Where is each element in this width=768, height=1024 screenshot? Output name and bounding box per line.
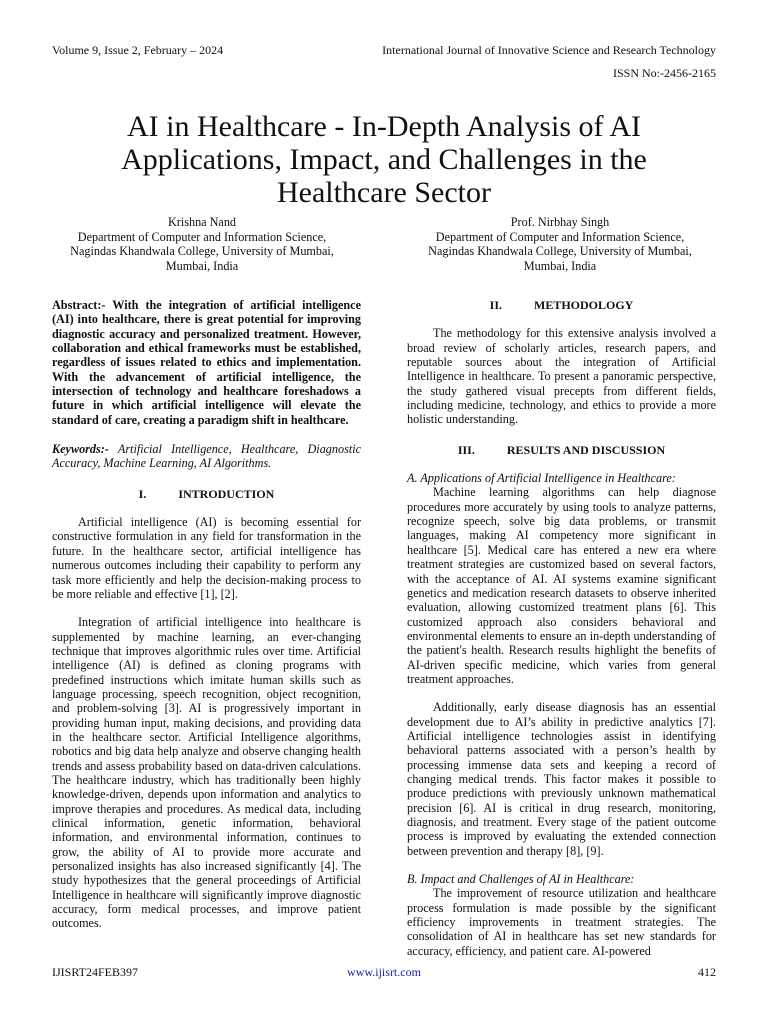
keywords-label: Keywords:- <box>52 442 109 457</box>
paper-id: IJISRT24FEB397 <box>52 965 138 979</box>
impact-paragraph: The improvement of resource utilization and healthcare process formulation is made possible by the significant efficiency improvements in treatment strategies. The consolidation of AI in healthcare has set new standards for accuracy, efficiency, and patient care. AI-powered <box>407 886 716 958</box>
results-paragraph: Machine learning algorithms can help diagnose procedures more accurately by using tools to analyze patterns, recognize speech, solve big data problems, or transmit languages, making AI competency more significant in healthcare [5]. Medical care has entered a new era where treatment strategies are customized based on several factors, with the acceptance of AI. AI systems examine significant genetics and medication research datasets to observe inherited evaluation, allowing customized treatment plans [6]. This customized approach also considers behavioral and environmental elements to ensure an in-depth understanding of the patient's health. Research results highlight the benefits of AI-driven specific medicine, which varies from general treatment approaches. <box>407 485 716 686</box>
intro-paragraph: Artificial intelligence (AI) is becoming essential for constructive formulation in any field for transformation in the future. In the healthcare sector, artificial intelligence has numerous outcomes including their capability to perform any task more efficiently and help the decision-making process to be more reliable and effective [1], [2]. <box>52 515 361 601</box>
paper-title: AI in Healthcare - In-Depth Analysis of AI Applications, Impact, and Challenges in the Healthcare Sector <box>121 110 647 210</box>
methodology-paragraph: The methodology for this extensive analysis involved a broad review of scholarly articles, research papers, and reputable sources about the integration of Artificial Intelligence in healthcare. To present a panoramic perspective, the study gathered visual precepts from different fields, including medicine, technology, and ethics to provide a more holistic understanding. <box>407 326 716 427</box>
keywords <box>52 442 361 471</box>
author-location: Mumbai, India <box>165 258 239 273</box>
page-number: 412 <box>698 965 716 979</box>
journal-url-link[interactable]: www.ijisrt.com <box>347 965 421 979</box>
section-heading-methodology: II. METHODOLOGY <box>489 298 634 312</box>
abstract: Abstract:- With the integration of artificial intelligence (AI) into healthcare, there is great potential for improving diagnostic accuracy and personalized treatment. However, collaboration and ethical frameworks must be established, regardless of issues related to ethics and implementation. With the advancement of artificial intelligence, the intersection of technology and healthcare foreshadows a future in which artificial intelligence will elevate the standard of care, creating a paradigm shift in healthcare. <box>52 298 361 427</box>
author-department: Department of Computer and Information Science, <box>435 229 685 244</box>
author-college: Nagindas Khandwala College, University of Mumbai, <box>428 244 692 258</box>
subsection-heading-applications: A. Applications of Artificial Intelligence in Healthcare: <box>407 471 676 486</box>
author-block-1 <box>52 215 352 273</box>
author-name: Krishna Nand <box>167 215 237 229</box>
author-name: Prof. Nirbhay Singh <box>510 215 610 229</box>
journal-name: International Journal of Innovative Science and Research Technology <box>382 43 716 57</box>
author-block-2 <box>410 215 710 273</box>
keywords-text: Artificial Intelligence, Healthcare, Diagnostic Accuracy, Machine Learning, AI Algorithms. <box>52 442 361 471</box>
issn: ISSN No:-2456-2165 <box>612 66 716 80</box>
intro-paragraph: Integration of artificial intelligence into healthcare is supplemented by machine learning, an ever-changing technique that improves algorithmic rules over time. Artificial intelligence (AI) is defined as cloning programs with predefined instructions which imitate human skills such as language processing, speech recognition, object recognition, and problem-solving [3]. AI is progressively important in providing human input, making decisions, and providing data in the healthcare sector. Artificial Intelligence algorithms, robotics and big data help analyze and observe changing health trends and assess probability based on data-driven calculations. The healthcare industry, which has traditionally been highly knowledge-driven, depends upon information and analytics to improve therapies and procedures. As medical data, including clinical information, genetic information, behavioral information, and environmental information, continues to grow, the ability of AI to provide more accurate and personalized insights has also increased significantly [4]. The study hypothesizes that the general proceedings of Artificial Intelligence in healthcare will significantly improve diagnostic accuracy, form medical processes, and improve patient outcomes. <box>52 615 361 931</box>
volume-issue: Volume 9, Issue 2, February – 2024 <box>52 43 224 57</box>
results-paragraph: Additionally, early disease diagnosis has an essential development due to AI’s ability in predictive analytics [7]. Artificial intelligence technologies assist in identifying behavioral patterns associated with a person’s health by processing immense data sets and keeping a record of changing medical trends. This factor makes it possible to produce predictions with previously unknown mathematical precision [6]. AI is critical in drug research, monitoring, diagnosis, and treatment. Every stage of the patient outcome process is improved by evaluating the extended connection between prevention and therapy [8], [9]. <box>407 700 716 858</box>
section-heading-results: III. RESULTS AND DISCUSSION <box>457 442 666 457</box>
author-location: Mumbai, India <box>523 258 597 273</box>
left-column <box>52 298 361 931</box>
author-college: Nagindas Khandwala College, University of Mumbai, <box>70 244 334 258</box>
right-column <box>407 298 716 958</box>
subsection-heading-impact: B. Impact and Challenges of AI in Healthcare: <box>407 872 635 887</box>
section-heading-introduction: I. INTRODUCTION <box>138 486 275 501</box>
author-department: Department of Computer and Information Science, <box>77 229 327 244</box>
